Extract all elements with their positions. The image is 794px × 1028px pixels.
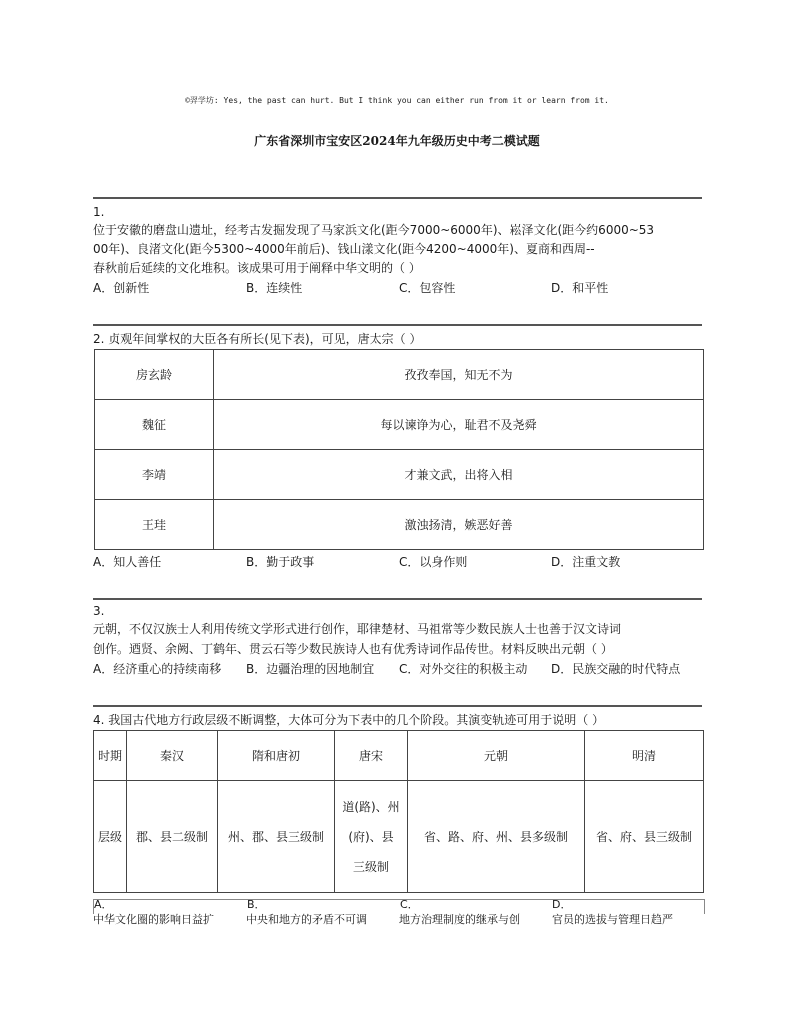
minister-trait: 每以谏诤为心，耻君不及尧舜	[214, 400, 704, 450]
q1-text-line: 位于安徽的磨盘山遗址，经考古发掘发现了马家浜文化(距今7000~6000年)、崧泽文化(距今约6000~53	[93, 223, 655, 237]
q3-option-a[interactable]: A．经济重心的持续南移	[93, 662, 222, 676]
level-cell: 省、府、县三级制	[585, 781, 704, 893]
level-line: 三级制	[352, 859, 389, 874]
minister-trait: 孜孜奉国，知无不为	[214, 350, 704, 400]
q4-option-d-letter[interactable]: D．	[552, 898, 572, 911]
level-cell: 州、郡、县三级制	[218, 781, 335, 893]
q4-option-a-letter[interactable]: A．	[94, 898, 113, 911]
q2-option-a[interactable]: A．知人善任	[93, 555, 162, 569]
table-row	[95, 450, 704, 500]
table-row	[95, 400, 704, 450]
minister-trait: 激浊扬清，嫉恶好善	[214, 500, 704, 550]
q1-number: 1.	[93, 205, 105, 219]
minister-name: 房玄龄	[95, 350, 214, 400]
table-row	[95, 350, 704, 400]
period-cell: 隋和唐初	[218, 731, 335, 781]
period-cell: 唐宋	[335, 731, 408, 781]
q4-option-a-text[interactable]: 中华文化圈的影响日益扩	[93, 913, 214, 926]
page-title: 广东省深圳市宝安区2024年九年级历史中考二模试题	[254, 134, 540, 148]
q3-option-d[interactable]: D．民族交融的时代特点	[551, 662, 681, 676]
row-label: 层级	[94, 781, 127, 893]
header-label: 时期	[94, 731, 127, 781]
table-row	[95, 500, 704, 550]
q4-option-c-letter[interactable]: C．	[400, 898, 419, 911]
q4-table	[93, 730, 704, 893]
q4-option-b-text[interactable]: 中央和地方的矛盾不可调	[246, 913, 367, 926]
divider	[93, 324, 702, 326]
q3-number: 3.	[93, 604, 105, 618]
q3-option-b[interactable]: B．边疆治理的因地制宜	[246, 662, 375, 676]
table-row	[94, 781, 704, 893]
level-cell: 郡、县二级制	[127, 781, 218, 893]
q1-option-c[interactable]: C．包容性	[399, 281, 456, 295]
q1-option-a[interactable]: A．创新性	[93, 281, 150, 295]
q1-text-line: 00年)、良渚文化(距今5300~4000年前后)、钱山漾文化(距今4200~4000年)、夏商和西周--	[93, 242, 595, 256]
q4-option-c-text[interactable]: 地方治理制度的继承与创	[399, 913, 520, 926]
q1-text-line: 春秋前后延续的文化堆积。该成果可用于阐释中华文明的（ ）	[93, 261, 421, 275]
q1-option-b[interactable]: B．连续性	[246, 281, 303, 295]
q3-option-c[interactable]: C．对外交往的积极主动	[399, 662, 528, 676]
level-line: (府)、县	[348, 829, 394, 844]
table-header-row	[94, 731, 704, 781]
divider	[93, 197, 702, 199]
period-cell: 秦汉	[127, 731, 218, 781]
level-cell: 省、路、府、州、县多级制	[408, 781, 585, 893]
q4-option-d-text[interactable]: 官员的选拔与管理日趋严	[552, 913, 673, 926]
minister-trait: 才兼文武，出将入相	[214, 450, 704, 500]
q3-text-line: 创作。迺贤、余阙、丁鹤年、贯云石等少数民族诗人也有优秀诗词作品传世。材料反映出元朝（ ）	[93, 642, 613, 656]
header-note: ©羿学坊: Yes, the past can hurt. But I think you can either run from it or learn from it.	[185, 96, 609, 105]
q2-table	[94, 349, 704, 550]
q2-option-c[interactable]: C．以身作则	[399, 555, 468, 569]
q2-option-d[interactable]: D．注重文教	[551, 555, 621, 569]
q3-text-line: 元朝，不仅汉族士人利用传统文学形式进行创作，耶律楚材、马祖常等少数民族人士也善于汉文诗词	[93, 622, 622, 636]
minister-name: 魏征	[95, 400, 214, 450]
divider	[93, 705, 702, 707]
period-cell: 元朝	[408, 731, 585, 781]
period-cell: 明清	[585, 731, 704, 781]
level-line: 道(路)、州	[342, 799, 400, 814]
q1-option-d[interactable]: D．和平性	[551, 281, 609, 295]
q2-stem: 2. 贞观年间掌权的大臣各有所长(见下表)，可见，唐太宗（ ）	[93, 332, 422, 346]
q2-option-b[interactable]: B．勤于政事	[246, 555, 315, 569]
divider	[93, 598, 702, 600]
q4-options-frame	[93, 899, 705, 914]
minister-name: 李靖	[95, 450, 214, 500]
q4-option-b-letter[interactable]: B．	[247, 898, 266, 911]
minister-name: 王珪	[95, 500, 214, 550]
level-cell	[335, 781, 408, 893]
q4-stem: 4. 我国古代地方行政层级不断调整，大体可分为下表中的几个阶段。其演变轨迹可用于说明（ ）	[93, 713, 605, 727]
